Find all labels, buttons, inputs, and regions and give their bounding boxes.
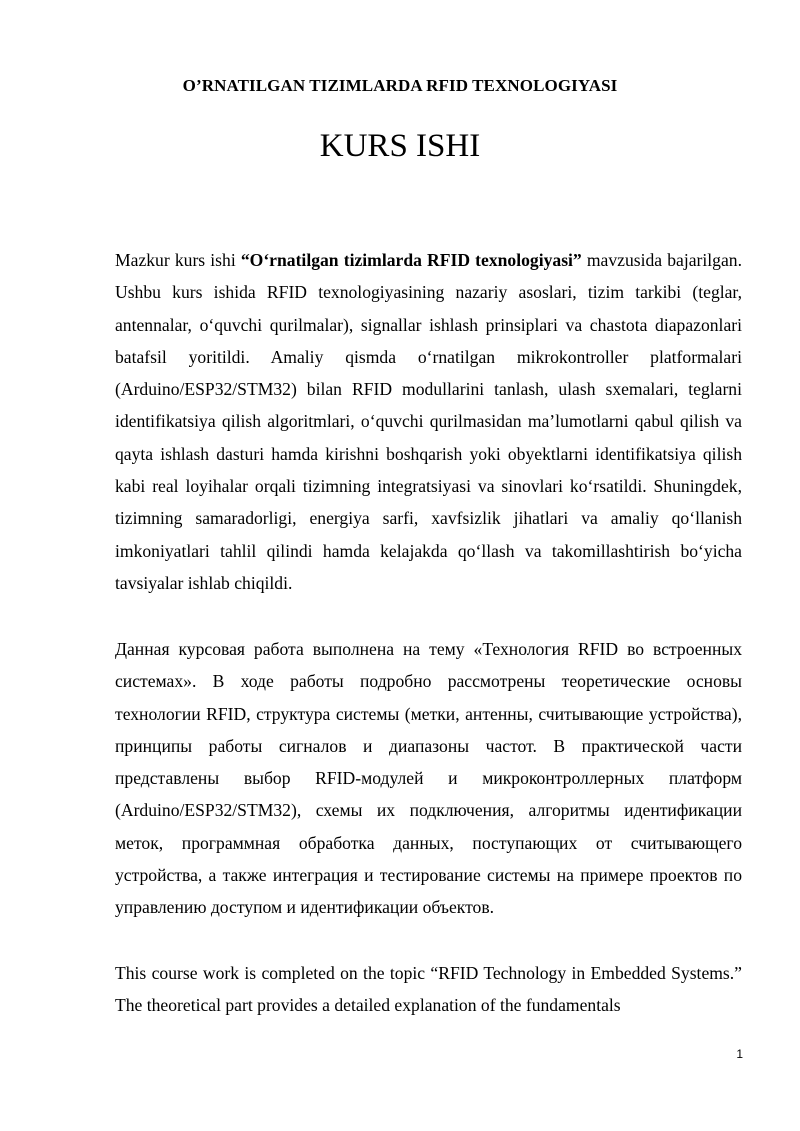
abstract-uzbek-prefix: Mazkur kurs ishi [115, 250, 241, 270]
abstract-uzbek-body: mavzusida bajarilgan. Ushbu kurs ishida RFID texnologiyasining nazariy asoslari, tizim tarkibi (teglar, antennalar, o‘quvchi qurilmalar), signallar ishlash prinsiplari va chastota diapazonlari batafsil yoritildi. Amaliy qismda o‘rnatilgan mikrokontroller platformalari (Arduino/ESP32/STM32) bilan RFID modullarini tanlash, ulash sxemalari, teglarni identifikatsiya qilish algoritmlari, o‘quvchi qurilmasidan ma’lumotlarni qabul qilish va qayta ishlash dasturi hamda kirishni boshqarish yoki obyektlarni identifikatsiya qilish kabi real loyihalar orqali tizimning integratsiyasi va sinovlari ko‘rsatildi. Shuningdek, tizimning samaradorligi, energiya sarfi, xavfsizlik jihatlari va amaliy qo‘llanish imkoniyatlari tahlil qilindi hamda kelajakda qo‘llash va takomillashtirish bo‘yicha tavsiyalar ishlab chiqildi. [115, 250, 742, 593]
abstract-english: This course work is completed on the topic “RFID Technology in Embedded Systems.” The theoretical part provides a detailed explanation of the fundamentals [115, 963, 742, 1016]
abstract-uzbek-topic: “O‘rnatilgan tizimlarda RFID texnologiyasi” [240, 250, 582, 270]
document-title: KURS ISHI [319, 128, 481, 164]
document-heading: O’RNATILGAN TIZIMLARDA RFID TEXNOLOGIYASI [182, 76, 618, 95]
abstract-uzbek [115, 244, 742, 599]
page-number: 1 [736, 1047, 743, 1061]
abstract-russian: Данная курсовая работа выполнена на тему «Технология RFID во встроенных системах». В ходе работы подробно рассмотрены теоретические основы технологии RFID, структура системы (метки, антенны, считывающие устройства), принципы работы сигналов и диапазоны частот. В практической части представлены выбор RFID-модулей и микроконтроллерных платформ (Arduino/ESP32/STM32), схемы их подключения, алгоритмы идентификации меток, программная обработка данных, поступающих от считывающего устройства, а также интеграция и тестирование системы на примере проектов по управлению доступом и идентификации объектов. [115, 639, 742, 918]
